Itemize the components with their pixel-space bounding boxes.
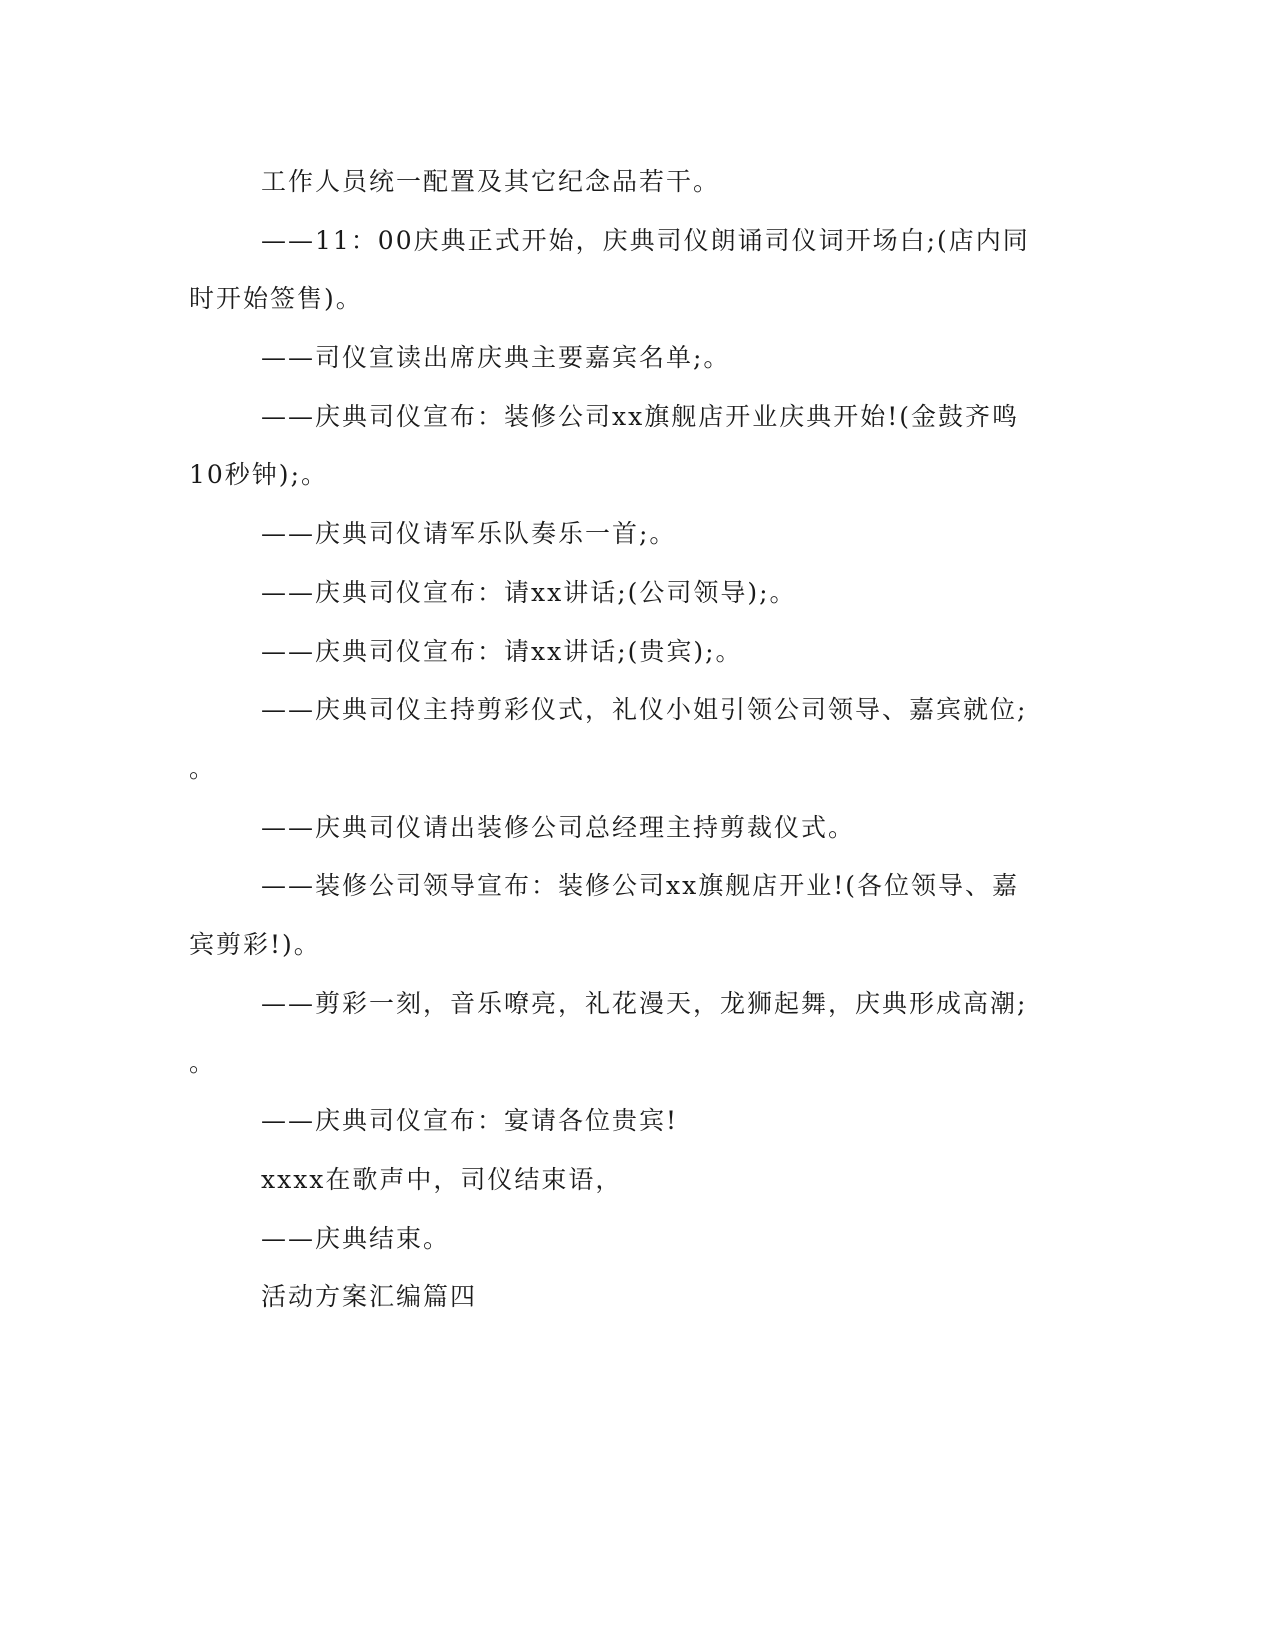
text-line: 10秒钟);。	[189, 460, 328, 489]
text-line: ——庆典司仪请军乐队奏乐一首;。	[261, 519, 677, 548]
text-line: ——庆典司仪请出装修公司总经理主持剪裁仪式。	[261, 813, 856, 842]
text-line: 。	[189, 1048, 217, 1077]
text-line: ——司仪宣读出席庆典主要嘉宾名单;。	[261, 343, 731, 372]
text-line: xxxx在歌声中，司仪结束语，	[261, 1165, 623, 1194]
text-line: 时开始签售)。	[189, 284, 363, 313]
text-line: ——庆典结束。	[261, 1224, 451, 1253]
text-line: ——庆典司仪宣布：请xx讲话;(公司领导);。	[261, 578, 797, 607]
text-line: 宾剪彩!)。	[189, 930, 321, 959]
text-line: ——庆典司仪宣布：装修公司xx旗舰店开业庆典开始!(金鼓齐鸣	[261, 402, 1020, 431]
text-line: ——庆典司仪宣布：请xx讲话;(贵宾);。	[261, 637, 743, 666]
text-line: 工作人员统一配置及其它纪念品若干。	[261, 167, 721, 196]
text-line: ——庆典司仪主持剪彩仪式，礼仪小姐引领公司领导、嘉宾就位;	[261, 695, 1028, 724]
text-line: ——剪彩一刻，音乐嘹亮，礼花漫天，龙狮起舞，庆典形成高潮;	[261, 989, 1028, 1018]
text-line: ——装修公司领导宣布：装修公司xx旗舰店开业!(各位领导、嘉	[261, 871, 1020, 900]
text-line: ——庆典司仪宣布：宴请各位贵宾!	[261, 1106, 679, 1135]
text-line: ——11：00庆典正式开始，庆典司仪朗诵司仪词开场白;(店内同	[261, 226, 1030, 255]
text-line: 。	[189, 754, 217, 783]
section-heading: 活动方案汇编篇四	[261, 1282, 478, 1311]
